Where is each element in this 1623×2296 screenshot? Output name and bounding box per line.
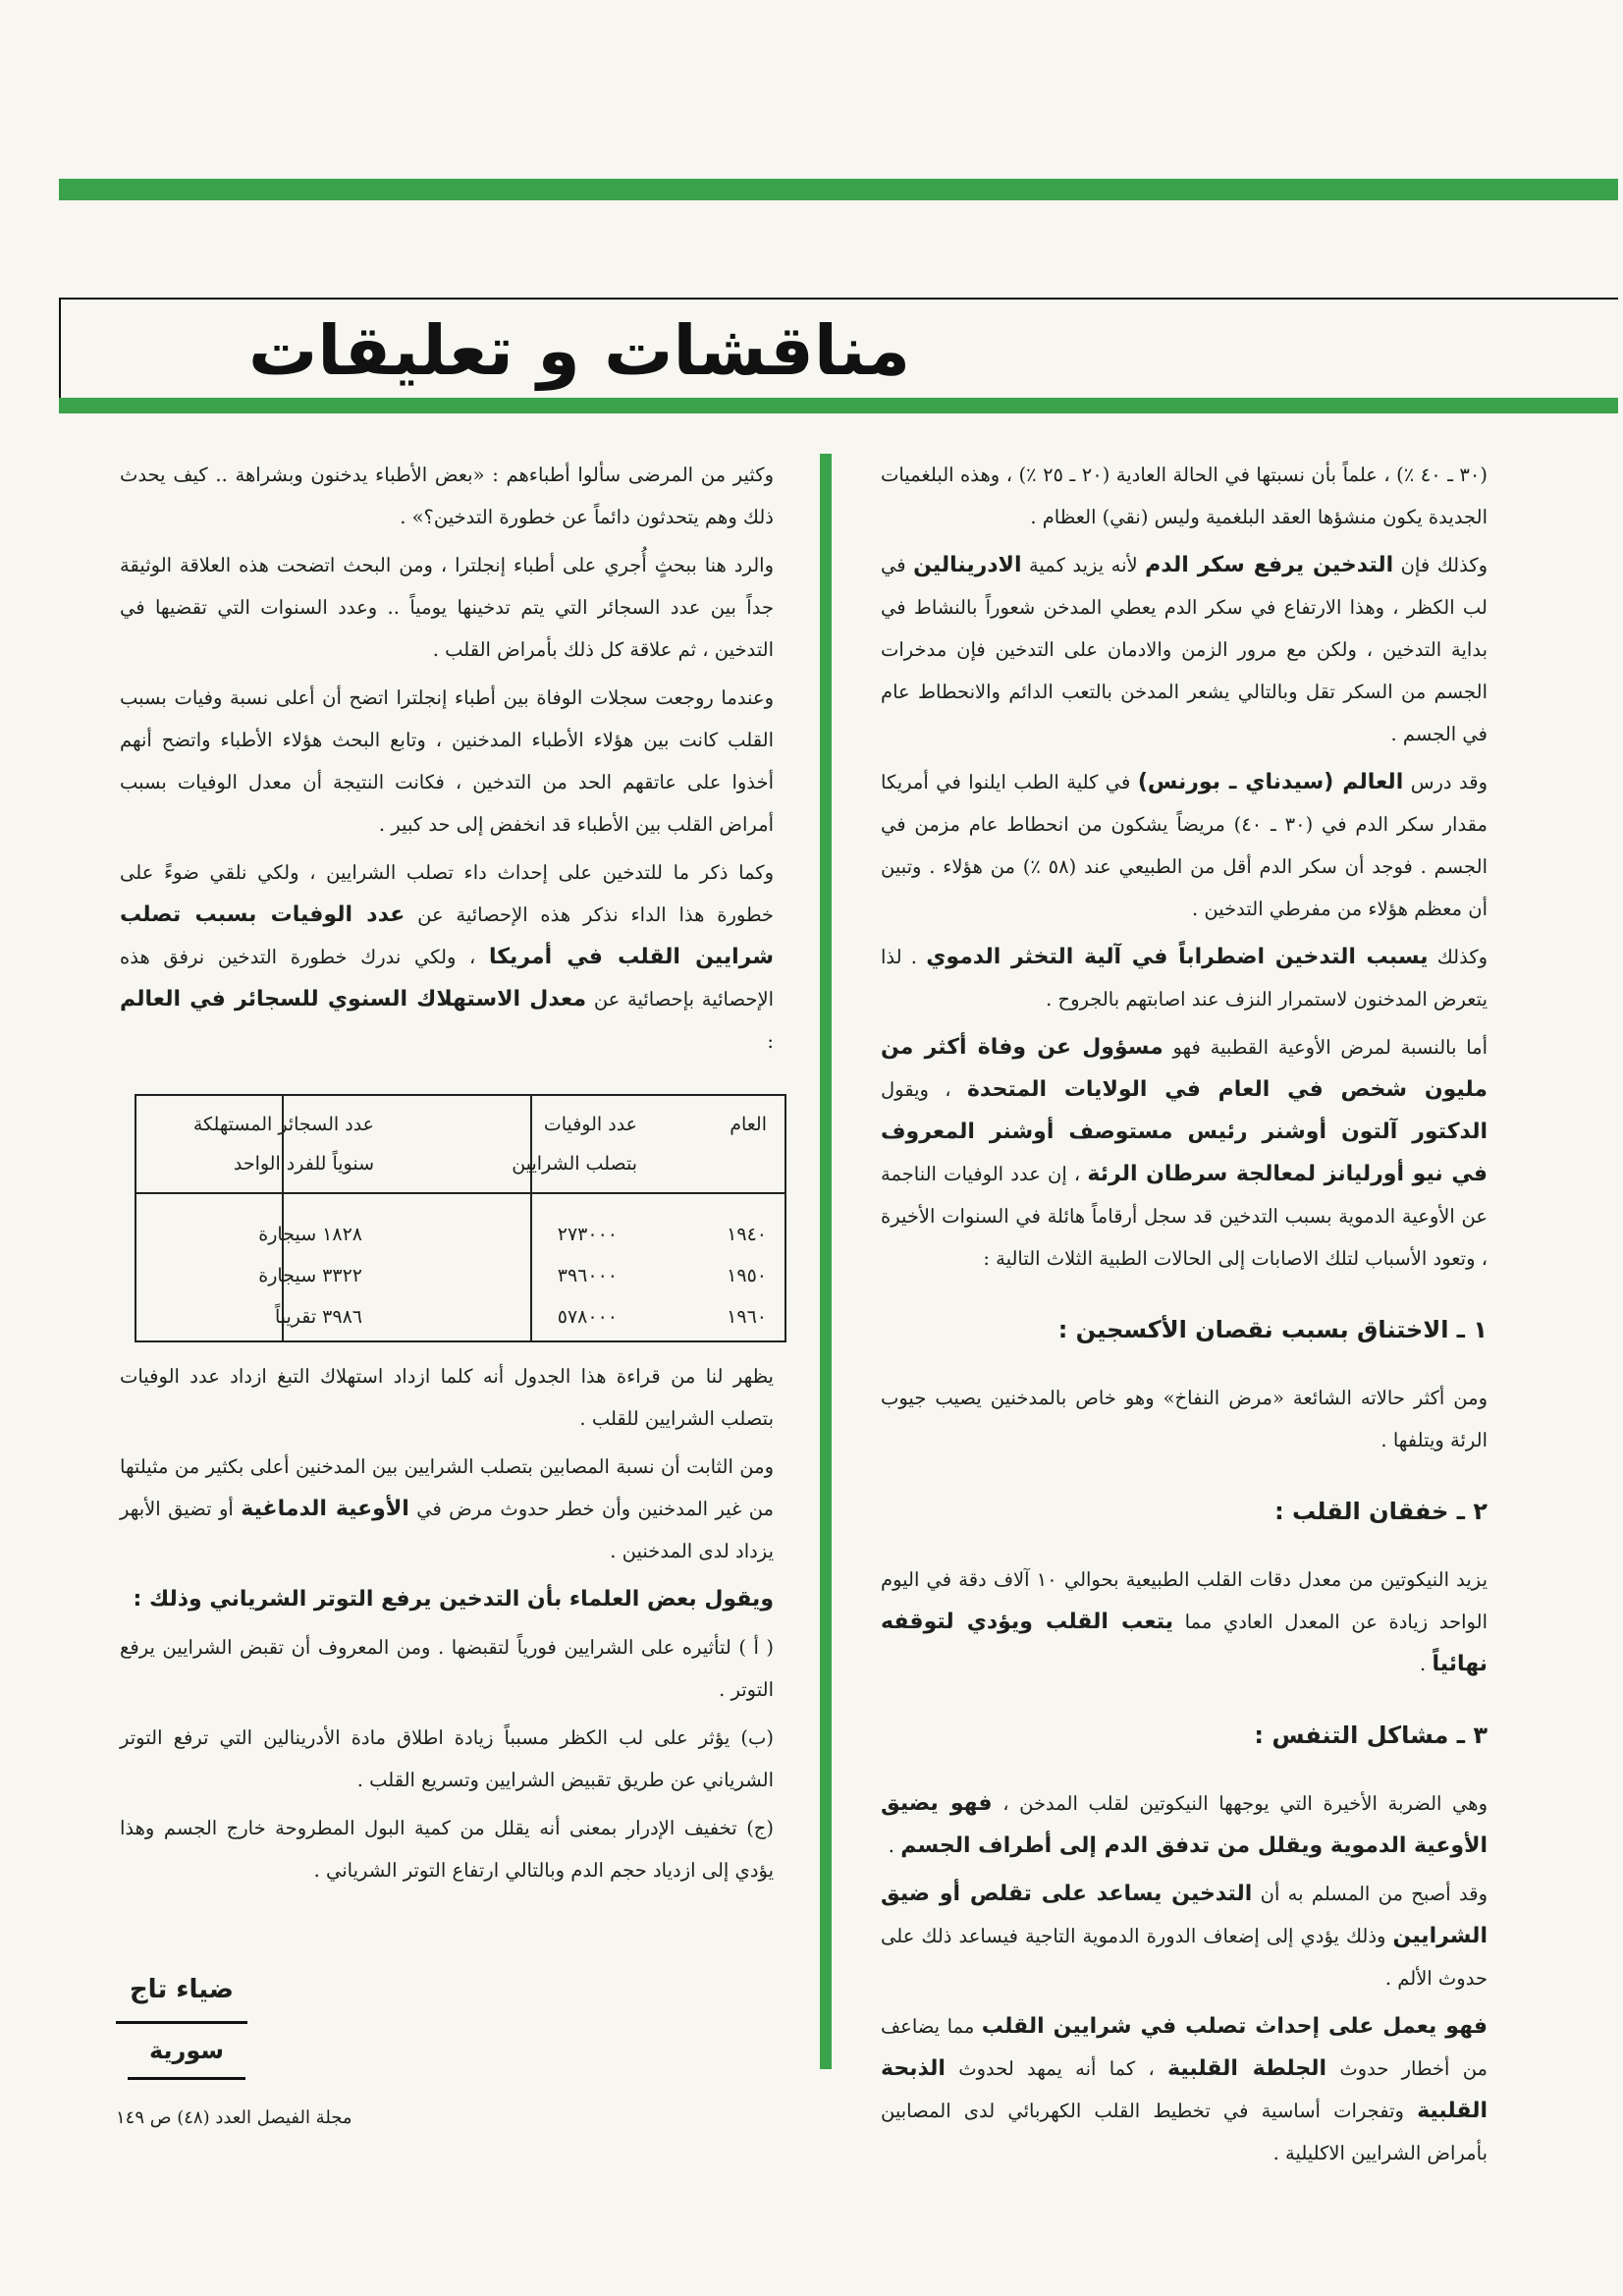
column-divider: [820, 454, 832, 2069]
table-header-deaths: عدد الوفيات: [543, 1114, 637, 1135]
page-footer: مجلة الفيصل العدد (٤٨) ص ١٤٩: [116, 2107, 352, 2128]
paragraph: وقد أصبح من المسلم به أن التدخين يساعد على تقلص أو ضيق الشرايين وذلك يؤدي إلى إضعاف الدورة الدموية التاجية فيساعد ذلك على حدوث الألم .: [881, 1882, 1488, 1990]
author-name: ضياء تاج: [116, 1975, 247, 2024]
paragraph: وكثير من المرضى سألوا أطباءهم : «بعض الأطباء يدخنون وبشراهة .. كيف يحدث ذلك وهم يتحدثون دائماً عن خطورة التدخين؟» .: [120, 464, 774, 528]
top-green-bar: [59, 179, 1618, 200]
table-header-cigs-sub: سنوياً للفرد الواحد: [233, 1153, 374, 1175]
paragraph: وهي الضربة الأخيرة التي يوجهها النيكوتين لقلب المدخن ، فهو يضيق الأوعية الدموية ويقلل من تدفق الدم إلى أطراف الجسم .: [881, 1791, 1488, 1858]
author-country: سورية: [128, 2037, 245, 2080]
paragraph: يظهر لنا من قراءة هذا الجدول أنه كلما ازداد استهلاك التبغ ازداد عدد الوفيات بتصلب الشرايين للقلب .: [120, 1365, 774, 1430]
table-cell-year: ١٩٥٠: [727, 1265, 767, 1286]
paragraph: فهو يعمل على إحداث تصلب في شرايين القلب مما يضاعف من أخطار حدوث الجلطة القلبية ، كما أنه يمهد لحدوث الذبحة القلبية وتفجرات أساسية في تخطيط القلب الكهربائي لدى المصابين بأمراض الشرايين الاكليلية .: [881, 2014, 1488, 2164]
table-cell-deaths: ٥٧٨٠٠٠: [557, 1306, 618, 1328]
table-cell-year: ١٩٦٠: [727, 1306, 767, 1328]
section-heading-2: ٢ ـ خفقان القلب :: [1274, 1498, 1488, 1525]
statistics-table: [135, 1094, 786, 1342]
paragraph: ومن الثابت أن نسبة المصابين بتصلب الشرايين بين المدخنين أعلى بكثير من مثيلتها من غير المدخنين وأن خطر حدوث مرض في الأوعية الدماغية أو تضيق الأبهر يزداد لدى المدخنين .: [120, 1455, 775, 1562]
table-cell-deaths: ٢٧٣٠٠٠: [557, 1224, 618, 1245]
paragraph: (ب) يؤثر على لب الكظر مسبباً زيادة اطلاق مادة الأدرينالين التي ترفع التوتر الشرياني عن طريق تقبيض الشرايين وتسريع القلب .: [120, 1726, 774, 1791]
paragraph: والرد هنا ببحثٍ أُجري على أطباء إنجلترا ، ومن البحث اتضحت هذه العلاقة الوثيقة جداً بين عدد السجائر التي يتم تدخينها يومياً .. وعدد السنوات التي تقضيها في التدخين ، ثم علاقة كل ذلك بأمراض القلب .: [120, 554, 774, 661]
paragraph: وعندما روجعت سجلات الوفاة بين أطباء إنجلترا اتضح أن أعلى نسبة وفيات بسبب القلب كانت بين هؤلاء الأطباء المدخنين ، وتابع البحث هؤلاء الأطباء واتضح أنهم أخذوا على عاتقهم الحد من التدخين ، فكانت النتيجة أن معدل الوفيات بسبب أمراض القلب بين الأطباء قد انخفض إلى حد كبير .: [120, 686, 774, 836]
table-cell-deaths: ٣٩٦٠٠٠: [557, 1265, 618, 1286]
right-column: [881, 454, 1488, 2180]
table-cell-year: ١٩٤٠: [727, 1224, 767, 1245]
title-green-bar: [59, 398, 1618, 413]
paragraph: أما بالنسبة لمرض الأوعية القطبية فهو مسؤول عن وفاة أكثر من مليون شخص في العام في الولايات المتحدة ، ويقول الدكتور آلتون أوشنر رئيس مستوصف أوشنر المعروف في نيو أورليانز لمعالجة سرطان الرئة ، إن عدد الوفيات الناجمة عن الأوعية الدموية بسبب التدخين قد سجل أرقاماً هائلة في السنوات الأخيرة ، وتعود الأسباب لتلك الاصابات إلى الحالات الطبية الثلاث التالية :: [881, 1035, 1488, 1270]
paragraph: (ج) تخفيف الإدرار بمعنى أنه يقلل من كمية البول المطروحة خارج الجسم وهذا يؤدي إلى ازدياد حجم الدم وبالتالي ارتفاع التوتر الشرياني .: [120, 1817, 774, 1882]
paragraph: ( أ ) لتأثيره على الشرايين فورياً لتقبضها . ومن المعروف أن تقبض الشرايين يرفع التوتر .: [120, 1636, 774, 1701]
paragraph: وكذلك يسبب التدخين اضطراباً في آلية التخثر الدموي . لذا يتعرض المدخنون لاستمرار النزف عند اصابتهم بالجروح .: [881, 945, 1488, 1011]
table-header-cigs: عدد السجائر المستهلكة: [192, 1114, 374, 1135]
table-cell-cigs: ١٨٢٨ سيجارة: [258, 1224, 362, 1245]
paragraph: يزيد النيكوتين من معدل دقات القلب الطبيعية بحوالي ١٠ آلاف دقة في اليوم الواحد زيادة عن المعدل العادي مما يتعب القلب ويؤدي لتوقفه نهائياً .: [881, 1568, 1488, 1676]
section-heading-1: ١ ـ الاختناق بسبب نقصان الأكسجين :: [1057, 1316, 1488, 1343]
table-cell-cigs: ٣٩٨٦ تقريباً: [274, 1306, 362, 1328]
paragraph: (٣٠ ـ ٤٠ ٪) ، علماً بأن نسبتها في الحالة العادية (٢٠ ـ ٢٥ ٪) ، وهذه البلغميات الجديدة يكون منشؤها العقد البلغمية وليس (نقي) العظام .: [881, 464, 1488, 528]
paragraph: وكما ذكر ما للتدخين على إحداث داء تصلب الشرايين ، ولكي نلقي ضوءً على خطورة هذا الداء نذكر هذه الإحصائية عن عدد الوفيات بسبب تصلب شرايين القلب في أمريكا ، ولكي ندرك خطورة التدخين نرفق هذه الإحصائية بإحصائية عن معدل الاستهلاك السنوي للسجائر في العالم :: [120, 861, 775, 1053]
paragraph: وكذلك فإن التدخين يرفع سكر الدم لأنه يزيد كمية الادرينالين في لب الكظر ، وهذا الارتفاع في سكر الدم يعطي المدخن شعوراً بالنشاط في بداية التدخين ، ولكن مع مرور الزمن والادمان على التدخين فإن مدخرات الجسم من السكر تقل وبالتالي يشعر المدخن بالتعب الدائم والانحطاط عام في الجسم .: [881, 553, 1488, 745]
table-header-deaths-sub: بتصلب الشرايين: [512, 1153, 637, 1175]
paragraph: ومن أكثر حالاته الشائعة «مرض النفاخ» وهو خاص بالمدخنين يصيب جيوب الرئة ويتلفها .: [881, 1387, 1488, 1451]
table-header-year: العام: [730, 1114, 767, 1135]
paragraph: وقد درس العالم (سيدناي ـ بورنس) في كلية الطب ايلنوا في أمريكا مقدار سكر الدم في (٣٠ ـ ٤٠) مريضاً يشكون من انحطاط عام مزمن في الجسم . فوجد أن سكر الدم أقل من الطبيعي عند (٥٨ ٪) من هؤلاء . وتبين أن معظم هؤلاء من مفرطي التدخين .: [881, 770, 1488, 920]
page-title: مناقشات و تعليقات: [247, 310, 911, 391]
paragraph-bold: ويقول بعض العلماء بأن التدخين يرفع التوتر الشرياني وذلك :: [133, 1587, 774, 1612]
table-cell-cigs: ٣٣٢٢ سيجارة: [258, 1265, 362, 1286]
section-heading-3: ٣ ـ مشاكل التنفس :: [1254, 1722, 1488, 1749]
